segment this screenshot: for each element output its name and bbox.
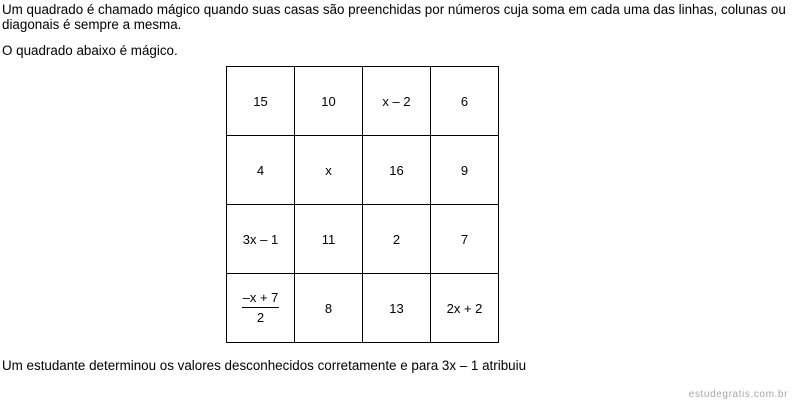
grid-cell: 3x – 1 xyxy=(227,205,295,274)
fraction xyxy=(242,290,280,326)
magic-square-grid xyxy=(226,66,499,343)
fraction-denominator: 2 xyxy=(256,310,265,325)
grid-row-4 xyxy=(227,274,499,343)
grid-cell: x – 2 xyxy=(363,67,431,136)
grid-cell: x xyxy=(295,136,363,205)
claim-text: O quadrado abaixo é mágico. xyxy=(2,43,178,58)
grid-cell: 10 xyxy=(295,67,363,136)
fraction-cell xyxy=(227,274,295,343)
grid-cell: 2 xyxy=(363,205,431,274)
grid-cell: 11 xyxy=(295,205,363,274)
grid-row-2 xyxy=(227,136,499,205)
question-text: Um estudante determinou os valores desconhecidos corretamente e para 3x – 1 atribuiu xyxy=(2,358,527,373)
grid-cell: 7 xyxy=(431,205,499,274)
intro-paragraph: Um quadrado é chamado mágico quando suas casas são preenchidas por números cuja soma em cada uma das linhas, colunas ou diagonais é sempre a mesma. xyxy=(2,2,786,32)
grid-cell: 13 xyxy=(363,274,431,343)
grid-cell: 6 xyxy=(431,67,499,136)
grid-cell: 2x + 2 xyxy=(431,274,499,343)
grid-cell: 4 xyxy=(227,136,295,205)
grid-cell: 8 xyxy=(295,274,363,343)
grid-row-1 xyxy=(227,67,499,136)
fraction-numerator: –x + 7 xyxy=(242,290,280,308)
grid-row-3 xyxy=(227,205,499,274)
grid-cell: 9 xyxy=(431,136,499,205)
grid-cell: 15 xyxy=(227,67,295,136)
watermark: estudegratis.com.br xyxy=(688,389,788,400)
grid-cell: 16 xyxy=(363,136,431,205)
